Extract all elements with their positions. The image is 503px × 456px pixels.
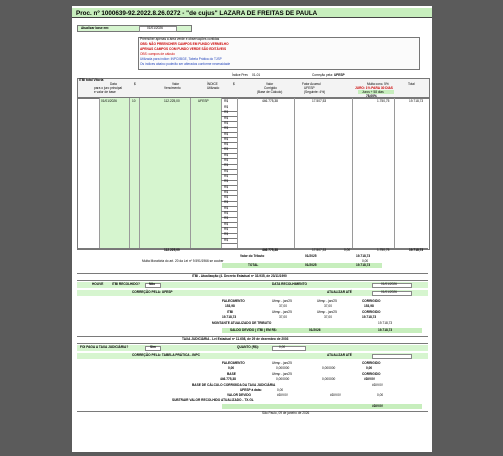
- col-line: [294, 98, 295, 248]
- index-row-label: R$: [224, 142, 229, 147]
- taxa-fal-value: 0,00: [228, 366, 235, 370]
- index-row-label: R$: [224, 152, 229, 157]
- row1-n1: 10: [132, 99, 136, 103]
- index-row-label: R$: [224, 216, 229, 221]
- sub-h: (Base de Cálculo): [257, 90, 283, 94]
- taxa-calc-label: BASE DE CÁLCULO CORRIGIDA DA TAXA JUDICIÁRIA: [192, 383, 276, 387]
- index-row-label: R$: [224, 232, 229, 237]
- note-line-3: APENAS CAMPOS COM FUNDO VERDE SÃO EDITÁVEIS: [140, 47, 227, 51]
- taxa-atualizar-label: ATUALIZAR ATÉ: [327, 353, 352, 357]
- saldo-date: 01/2026: [309, 328, 321, 332]
- ufesp-value-2: 37,00: [324, 304, 332, 308]
- index-row-label: R$: [224, 221, 229, 226]
- index-row-label: R$: [224, 126, 229, 131]
- taxa-base-corr: #DIV/0!: [364, 377, 375, 381]
- itbi-ufesp-2: 37,00: [324, 315, 332, 319]
- header-valor: Valor: [172, 82, 180, 86]
- taxa-base-label: BASE: [227, 372, 236, 376]
- note-line-2: OBS: NÃO PREENCHER CAMPOS EM FUNDO VERMELHO: [140, 42, 229, 46]
- header-valor-2: Valor: [266, 82, 274, 86]
- header-fator: Fator Acumul: [302, 82, 321, 86]
- index-row-label: R$: [224, 179, 229, 184]
- sub-a: para o juro principal: [94, 86, 122, 90]
- taxa-section-title: TAXA JUDICIÁRIA - Lei Estadual nº 11.608, de 29 de dezembro de 2003: [182, 336, 289, 341]
- header-multa: Multa conc. 5%: [367, 82, 389, 86]
- itbi-label: ITBI: [227, 310, 234, 314]
- taxa-calc-value: #DIV/0!: [372, 383, 383, 387]
- totals-juros: 1.750,75: [377, 248, 390, 252]
- itbi-atualizar-value: 01/01/2026: [381, 290, 397, 294]
- quanto-input[interactable]: [272, 346, 306, 351]
- sub-c: Utilizado: [207, 86, 220, 90]
- itbi-corrigido: 19.718,73: [362, 315, 377, 319]
- multa-label: Multa Moratória do art. 20 da Lei nº 9.591/1966 se couber: [142, 258, 224, 263]
- valor-tributo-date: 01/2025: [305, 254, 317, 258]
- index-row-label: R$: [224, 237, 229, 242]
- taxa-fal-idx-2: 0,000000: [322, 366, 336, 370]
- index-row-label: R$: [224, 189, 229, 194]
- taxa-fal-label: FALECIMENTO: [222, 361, 245, 365]
- index-row-label: R$: [224, 158, 229, 162]
- montante-value: 19.718,73: [378, 321, 393, 325]
- subtrair-label: SUBTRAIR VALOR RECOLHIDO ATUALIZADO - TX.GL: [172, 398, 254, 402]
- header-dollar: $: [134, 82, 136, 86]
- saldo-label: SALDO DEVIDO ( ITBI ) EM R$:: [230, 328, 277, 332]
- total-date: 01/2025: [305, 263, 317, 267]
- taxa-paga-label: FOI PAGA A TAXA JUDICIÁRIA?: [80, 345, 129, 349]
- taxa-atualizar-input[interactable]: [372, 354, 412, 359]
- taxa-base-idx: 0,000000: [276, 377, 290, 381]
- sub-k: 78,00%: [366, 93, 377, 98]
- totals-corrigido: 446.775,38: [262, 248, 278, 252]
- editable-columns[interactable]: [99, 98, 221, 248]
- sub-d: Corrigido: [264, 86, 277, 90]
- index-row-label: R$: [224, 173, 229, 178]
- index-row-label: R$: [224, 120, 229, 125]
- saldo-value: 19.718,73: [378, 328, 393, 332]
- date-base-value: 01/01/2026: [147, 25, 163, 30]
- totals-zero: 0,00: [344, 248, 351, 252]
- indice-label: Índice Prev: [232, 73, 248, 77]
- index-row-line: [221, 243, 237, 244]
- index-row-label: R$: [224, 200, 229, 205]
- sub-j: Juros + 58 dias: [362, 89, 384, 94]
- subtrair-value: 0,00: [377, 393, 384, 397]
- quanto-label: QUANTO (R$):: [237, 345, 259, 349]
- indice-value: 01-01: [252, 73, 261, 77]
- note-line-4: OBS: campos de cálculo: [140, 52, 175, 56]
- montante-label: MONTANTE ATUALIZADO DE TRIBUTO: [212, 321, 272, 325]
- totals-line: [77, 248, 428, 249]
- taxa-fal-corr: 0,00: [366, 366, 373, 370]
- row1-date: 01/01/2026: [101, 99, 117, 103]
- row1-fator: 17.507,53: [312, 99, 327, 103]
- total-label: TOTAL: [248, 263, 259, 267]
- row1-juros: 1.750,75: [377, 99, 390, 103]
- total-value: 19.718,73: [356, 263, 371, 267]
- taxa-correcao-label: CORREÇÃO PELA: TABELA PRÁTICA - INPC: [132, 353, 200, 357]
- index-row-label: R$: [224, 115, 229, 120]
- valor-tributo-label: Valor do Tributo: [240, 254, 265, 258]
- index-row-label: R$: [224, 226, 229, 231]
- index-row-label: R$: [224, 195, 229, 200]
- corrigido-value: 153,98: [364, 304, 374, 308]
- correcao-value: UFESP: [334, 73, 345, 77]
- col-line: [394, 98, 395, 248]
- recolhido-value: Não: [149, 282, 156, 286]
- ufesp-data-value: 0,00: [277, 388, 284, 392]
- taxa-base-corr-label: CORRIGIDO: [362, 372, 381, 376]
- index-row-label: R$: [224, 184, 229, 189]
- row1-indice: UFESP: [198, 99, 209, 103]
- itbi-title-line: [77, 280, 428, 281]
- taxa-fal-corr-label: CORRIGIDO: [362, 361, 381, 365]
- taxa-fal-idx: 0,000000: [276, 366, 290, 370]
- sub-b: Vencimento: [164, 86, 181, 90]
- index-row-label: R$: [224, 131, 229, 136]
- col-line: [190, 98, 191, 248]
- footer-line: [77, 411, 428, 412]
- houve-label: HOUVE: [92, 282, 104, 286]
- valor-devido-value-2: #DIV/0!: [330, 393, 341, 397]
- note-line-1: Preencher apenas a área verde e observações contidas: [140, 37, 220, 41]
- col-line: [139, 98, 140, 248]
- taxa-base-value: 446.775,38: [220, 377, 236, 381]
- itbi-ufesp-label: Ufesp - jan/25: [272, 310, 292, 314]
- index-row-label: R$: [224, 110, 229, 115]
- header-indice: ÍNDICE: [207, 82, 218, 86]
- itbi-corrigido-label: CORRIGIDO: [362, 310, 381, 314]
- ufesp-label-2: Ufesp - jan/25: [317, 299, 337, 303]
- spreadsheet-page: [72, 6, 432, 452]
- note-line-6: Os índices abaixo poderão ser alterados conforme necessidade: [140, 62, 231, 66]
- valor-devido-value: #DIV/0!: [277, 393, 288, 397]
- ufesp-label: Ufesp - jan/25: [272, 299, 292, 303]
- row1-valor: 112.225,00: [164, 99, 180, 103]
- totals-fator: 17.507,53: [312, 248, 327, 252]
- row1-total: 19.718,73: [409, 99, 424, 103]
- falecimento-label: FALECIMENTO: [222, 299, 245, 303]
- ufesp-value: 37,00: [279, 304, 287, 308]
- taxa-paga-value: Sim: [150, 345, 156, 349]
- recolhido-label: ITBI RECOLHIDO?: [112, 282, 140, 286]
- taxa-final-row-bg: [222, 404, 422, 409]
- index-row-label: R$: [224, 163, 229, 168]
- header-data: Data: [110, 82, 117, 86]
- header-total: Total: [408, 82, 415, 86]
- taxa-fal-ufesp: Ufesp - jan/25: [272, 361, 292, 365]
- data-recolhimento-label: DATA RECOLHIMENTO: [272, 282, 307, 286]
- itbi-section-title: ITBI - Atualização (4. Decreto Estadual nº 33.935, de 23/11/1990: [192, 273, 287, 278]
- valor-tributo-value: 19.718,73: [356, 254, 371, 258]
- header-dollar-2: $: [233, 82, 235, 86]
- valor-devido-label: VALOR DEVIDO: [227, 393, 252, 397]
- multa-value: 0,00: [362, 258, 369, 263]
- col-line: [237, 98, 238, 248]
- data-recolhimento-value: 01/01/2026: [381, 282, 397, 286]
- sub-g: e valor de base: [94, 90, 116, 94]
- footer-place-date: São Paulo, 09 de janeiro de 2026: [262, 411, 310, 415]
- ufesp-data-label: UFESP à data:: [240, 388, 262, 392]
- correcao-label: Correção pela:: [312, 73, 333, 77]
- col-line: [129, 98, 130, 248]
- date-base-label: Atualizar base em:: [81, 25, 110, 30]
- col-line: [352, 98, 353, 248]
- taxa-base-ufesp: Ufesp - jan/25: [272, 372, 292, 376]
- itbi-correcao-label: CORREÇÃO PELA: UFESP: [132, 290, 173, 294]
- itbi-ufesp: 37,00: [279, 315, 287, 319]
- itbi-ufesp-label-2: Ufesp - jan/25: [317, 310, 337, 314]
- index-row-label: R$: [224, 211, 229, 215]
- totals-total: 19.718,73: [409, 248, 424, 252]
- note-line-5: Utilizada para índice: INPC/IBGE, Tabela Prática do TJSP: [140, 57, 222, 61]
- quanto-value: 0,00: [279, 345, 286, 349]
- totals-valor: 112.225,00: [164, 248, 180, 252]
- itbi-value: 19.718,73: [222, 315, 237, 319]
- row1-idx: R$: [224, 99, 229, 103]
- sub-f: JURO: 1% PARA 30 DIAS: [355, 86, 393, 90]
- itbi-atualizar-label: ATUALIZAR ATÉ: [327, 290, 352, 294]
- taxa-base-idx-2: 0,000000: [322, 377, 336, 381]
- page-title: Proc. nº 1000639-92.2022.8.26.0272 - "de cujus" LAZARA DE FREITAS DE PAULA: [76, 9, 318, 17]
- index-row-label: R$: [224, 136, 229, 141]
- index-row-label: R$: [224, 168, 229, 173]
- taxa-title-line: [77, 343, 428, 344]
- taxa-final-value: #DIV/0!: [372, 404, 383, 408]
- page-title-bar: [72, 8, 432, 18]
- index-row-label: R$: [224, 147, 229, 152]
- sub-i: (Seguinte: 4%): [304, 90, 326, 94]
- row1-corrigido: 446.775,38: [262, 99, 278, 103]
- corrigido-label: CORRIGIDO: [362, 299, 381, 303]
- index-row-label: R$: [224, 205, 229, 210]
- header-itbi: ITBI total Vitoria: [79, 78, 104, 82]
- falecimento-value: 153,98: [225, 304, 235, 308]
- col-line: [99, 98, 100, 248]
- sub-e: UFESP: [304, 86, 315, 90]
- index-row-label: R$: [224, 105, 229, 109]
